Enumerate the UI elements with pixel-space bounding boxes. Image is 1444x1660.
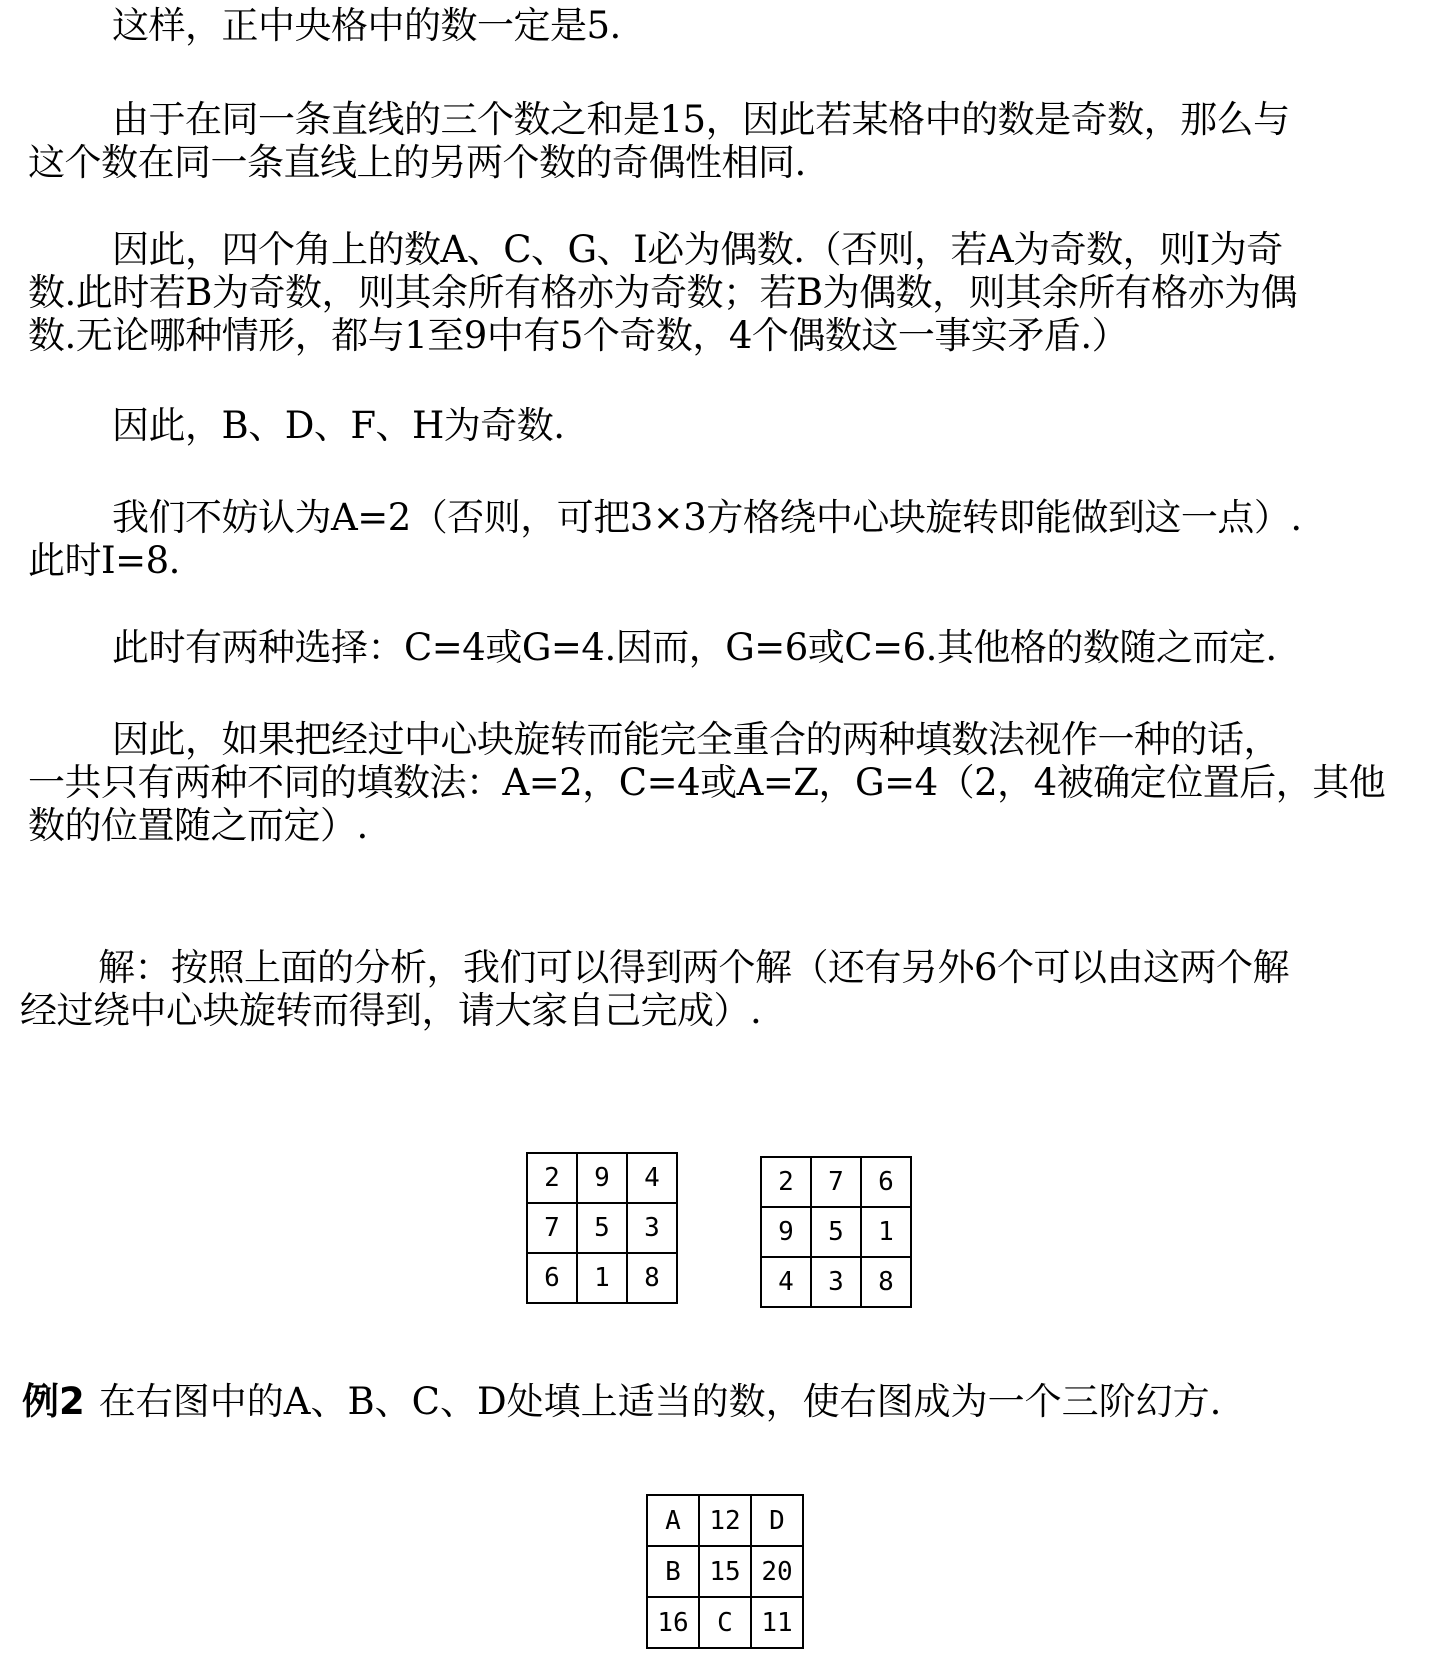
paragraph-center-five — [28, 4, 1428, 47]
text-line: 由于在同一条直线的三个数之和是15，因此若某格中的数是奇数，那么与 — [112, 98, 1290, 141]
grid-cell: 7 — [527, 1203, 577, 1253]
grid-cell: 9 — [761, 1207, 811, 1257]
grid-cell: 1 — [861, 1207, 911, 1257]
text-line: 因此，如果把经过中心块旋转而能完全重合的两种填数法视作一种的话， — [112, 718, 1280, 761]
grid-cell: C — [699, 1597, 751, 1648]
grid-cell: 4 — [627, 1153, 677, 1203]
magic-square-solution-1 — [526, 1152, 678, 1304]
grid-cell: 5 — [577, 1203, 627, 1253]
grid-cell: 2 — [761, 1157, 811, 1207]
grid-cell: 8 — [627, 1253, 677, 1303]
grid-cell: 6 — [861, 1157, 911, 1207]
text-line: 因此，四个角上的数A、C、G、I必为偶数.（否则，若A为奇数，则I为奇 — [112, 228, 1283, 271]
text-line: 我们不妨认为A=2（否则，可把3×3方格绕中心块旋转即能做到这一点）. — [112, 496, 1302, 539]
grid-cell: 2 — [527, 1153, 577, 1203]
paragraph-two-choices — [28, 626, 1428, 669]
example-text: 在右图中的A、B、C、D处填上适当的数，使右图成为一个三阶幻方. — [98, 1380, 1222, 1423]
grid-cell: 6 — [527, 1253, 577, 1303]
example-2-statement — [22, 1380, 1221, 1423]
grid-cell: 3 — [811, 1257, 861, 1307]
grid-cell: 15 — [699, 1546, 751, 1597]
grid-cell: B — [647, 1546, 699, 1597]
grid-cell: 9 — [577, 1153, 627, 1203]
grid-cell: A — [647, 1495, 699, 1546]
grid-cell: 5 — [811, 1207, 861, 1257]
text-line: 此时I=8. — [28, 539, 180, 582]
text-line: 经过绕中心块旋转而得到，请大家自己完成）. — [20, 989, 762, 1032]
text-line: 这样，正中央格中的数一定是5. — [112, 4, 621, 47]
paragraph-line-sum — [28, 98, 1428, 184]
text-line: 一共只有两种不同的填数法：A=2，C=4或A=Z，G=4（2，4被确定位置后，其他 — [28, 761, 1386, 804]
grid-cell: 1 — [577, 1253, 627, 1303]
grid-cell: D — [751, 1495, 803, 1546]
paragraph-corners-even — [28, 228, 1428, 357]
text-line: 数.此时若B为奇数，则其余所有格亦为奇数；若B为偶数，则其余所有格亦为偶 — [28, 271, 1298, 314]
text-line: 数.无论哪种情形，都与1至9中有5个奇数，4个偶数这一事实矛盾.） — [28, 314, 1129, 357]
example-tag: 例2 — [22, 1380, 85, 1423]
text-line: 因此，B、D、F、H为奇数. — [112, 404, 565, 447]
paragraph-conclusion — [28, 718, 1428, 847]
grid-cell: 3 — [627, 1203, 677, 1253]
grid-cell: 8 — [861, 1257, 911, 1307]
grid-cell: 16 — [647, 1597, 699, 1648]
grid-cell: 12 — [699, 1495, 751, 1546]
magic-square-solution-2 — [760, 1156, 912, 1308]
paragraph-solution — [20, 946, 1420, 1032]
text-line: 这个数在同一条直线上的另两个数的奇偶性相同. — [28, 141, 806, 184]
text-line: 数的位置随之而定）. — [28, 804, 368, 847]
magic-square-example — [646, 1494, 804, 1649]
grid-cell: 7 — [811, 1157, 861, 1207]
grid-cell: 20 — [751, 1546, 803, 1597]
text-line: 此时有两种选择：C=4或G=4.因而，G=6或C=6.其他格的数随之而定. — [112, 626, 1277, 669]
paragraph-assume-a — [28, 496, 1428, 582]
paragraph-edges-odd — [28, 404, 1428, 447]
grid-cell: 11 — [751, 1597, 803, 1648]
text-line: 解：按照上面的分析，我们可以得到两个解（还有另外6个可以由这两个解 — [98, 946, 1290, 989]
grid-cell: 4 — [761, 1257, 811, 1307]
